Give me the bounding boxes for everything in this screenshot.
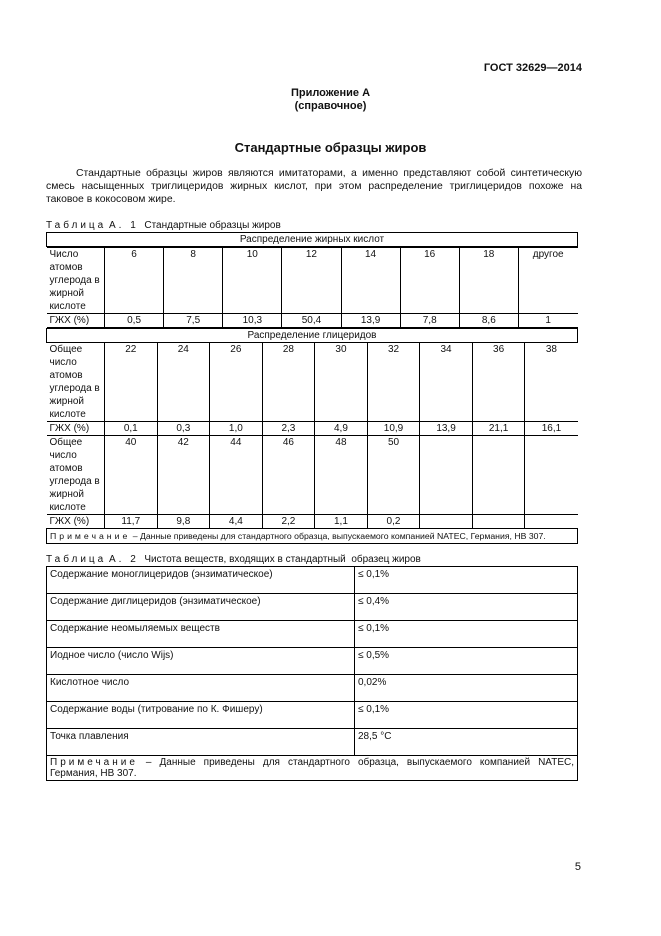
table-standard-samples	[46, 232, 578, 544]
fatty-acid-header: Распределение жирных кислот	[47, 233, 578, 247]
glyc-value-cell: 9,8	[157, 515, 210, 529]
purity-value: ≤ 0,5%	[355, 648, 578, 675]
glyc-value-cell: 2,2	[262, 515, 315, 529]
glyc-value-cell: 1,0	[210, 422, 263, 436]
table1-caption-prefix: Таблица	[46, 220, 107, 231]
table2-note	[47, 756, 578, 781]
glyc-value-cell: 0,2	[367, 515, 420, 529]
fatty-value-cell: 0,5	[105, 314, 164, 328]
purity-name: Иодное число (число Wijs)	[47, 648, 355, 675]
glyceride-block	[47, 343, 578, 529]
glyc-carbon-cell: 22	[105, 343, 158, 422]
table-purity	[46, 566, 578, 781]
glyc-value-cell: 1,1	[315, 515, 368, 529]
purity-name: Содержание воды (титрование по К. Фишеру)	[47, 702, 355, 729]
fatty-value-cell: 13,9	[341, 314, 400, 328]
purity-value: 28,5 °С	[355, 729, 578, 756]
glyc-value-cell: 13,9	[420, 422, 473, 436]
fatty-value-cell: 10,3	[223, 314, 282, 328]
fatty-value-cell: 50,4	[282, 314, 341, 328]
annex-subtitle: (справочное)	[294, 100, 367, 112]
purity-value: ≤ 0,1%	[355, 621, 578, 648]
glyc-carbon-cell: 40	[105, 436, 158, 515]
purity-row	[47, 702, 578, 729]
fatty-carbon-cell: 6	[105, 248, 164, 314]
page-number: 5	[574, 861, 581, 873]
table2-caption-text: Чистота веществ, входящих в стандартный образец жиров	[144, 554, 421, 565]
table2-note-prefix: Примечание	[50, 757, 138, 768]
fatty-carbon-cell: 14	[341, 248, 400, 314]
glyc-value-cell: 10,9	[367, 422, 420, 436]
glyc-carbon-cell: 26	[210, 343, 263, 422]
glyc-carbon-cell: 34	[420, 343, 473, 422]
glyc-value-cell	[420, 515, 473, 529]
glyc-value-cell: 2,3	[262, 422, 315, 436]
glyc-carbon-cell	[525, 436, 578, 515]
glyc-carbon-cell	[420, 436, 473, 515]
purity-row	[47, 594, 578, 621]
glyceride-header: Распределение глицеридов	[47, 329, 578, 343]
fatty-carbon-cell: 18	[459, 248, 518, 314]
purity-value: 0,02%	[355, 675, 578, 702]
purity-row	[47, 648, 578, 675]
glyc-carbon-cell: 50	[367, 436, 420, 515]
glyc-value-cell: 16,1	[525, 422, 578, 436]
fatty-value-cell: 1	[518, 314, 577, 328]
glyc-carbon-cell: 46	[262, 436, 315, 515]
glyc-value-cell: 11,7	[105, 515, 158, 529]
purity-row	[47, 621, 578, 648]
table2-note-text: – Данные приведены для стандартного образца, выпускаемого компанией NATEC, Германия, НВ 307.	[50, 757, 575, 779]
glyc-value-cell: 4,9	[315, 422, 368, 436]
purity-value: ≤ 0,1%	[355, 567, 578, 594]
purity-name: Точка плавления	[47, 729, 355, 756]
intro-paragraph	[46, 167, 582, 206]
glyc-carbon-cell: 30	[315, 343, 368, 422]
fatty-carbon-cell: 12	[282, 248, 341, 314]
glyc-carbon-cell: 44	[210, 436, 263, 515]
glyc-carbon-cell: 38	[525, 343, 578, 422]
fatty-acid-subtable	[47, 247, 578, 328]
glyceride-subtable	[47, 343, 578, 528]
purity-name: Кислотное число	[47, 675, 355, 702]
page-title: Стандартные образцы жиров	[234, 140, 427, 155]
purity-name: Содержание диглицеридов (энзиматическое)	[47, 594, 355, 621]
glyc-carbon-cell	[472, 436, 525, 515]
glyc-value-cell	[525, 515, 578, 529]
annex-title: Приложение А	[290, 87, 371, 99]
table1-note	[47, 529, 578, 544]
fatty-carbon-cell: 16	[400, 248, 459, 314]
glyc-carbon-label: Общее число атомов углерода в жирной кислоте	[47, 436, 105, 515]
fatty-carbon-label: Число атомов углерода в жирной кислоте	[47, 248, 105, 314]
fatty-carbon-cell: другое	[518, 248, 577, 314]
glyc-carbon-cell: 42	[157, 436, 210, 515]
glyc-carbon-cell: 24	[157, 343, 210, 422]
glyc-carbon-cell: 48	[315, 436, 368, 515]
table1-caption	[46, 220, 281, 231]
table2-caption-num: А. 2	[109, 554, 139, 565]
table2-caption-prefix: Таблица	[46, 554, 107, 565]
purity-row	[47, 675, 578, 702]
purity-value: ≤ 0,1%	[355, 702, 578, 729]
document-code: ГОСТ 32629—2014	[483, 62, 582, 74]
fatty-value-cell: 7,8	[400, 314, 459, 328]
table1-note-text: – Данные приведены для стандартного образца, выпускаемого компанией NATEC, Германия, НВ 307.	[132, 531, 546, 541]
annex-heading	[0, 87, 661, 113]
glyc-value-cell: 4,4	[210, 515, 263, 529]
glyc-carbon-cell: 36	[472, 343, 525, 422]
fatty-carbon-cell: 8	[164, 248, 223, 314]
purity-row	[47, 567, 578, 594]
table1-caption-text: Стандартные образцы жиров	[144, 220, 281, 231]
table1-caption-num: А. 1	[109, 220, 139, 231]
glyc-carbon-cell: 28	[262, 343, 315, 422]
purity-row	[47, 729, 578, 756]
glyc-value-cell: 0,3	[157, 422, 210, 436]
purity-value: ≤ 0,4%	[355, 594, 578, 621]
fatty-value-cell: 8,6	[459, 314, 518, 328]
table1-note-prefix: Примечание	[50, 531, 131, 541]
glyc-value-cell: 0,1	[105, 422, 158, 436]
glyc-value-cell: 21,1	[472, 422, 525, 436]
gzh-label: ГЖХ (%)	[47, 314, 105, 328]
table2-caption	[46, 554, 421, 565]
intro-text: Стандартные образцы жиров являются имитаторами, а именно представляют собой синтетическую смесь насыщенных триглицеридов жирных кислот, при этом распределение триглицеридов похоже на таковое в кокосовом жире.	[46, 168, 582, 205]
fatty-acid-block	[47, 247, 578, 329]
glyc-value-cell	[472, 515, 525, 529]
glyc-carbon-label: Общее число атомов углерода в жирной кислоте	[47, 343, 105, 422]
glyc-carbon-cell: 32	[367, 343, 420, 422]
fatty-carbon-cell: 10	[223, 248, 282, 314]
fatty-value-cell: 7,5	[164, 314, 223, 328]
gzh-label: ГЖХ (%)	[47, 422, 105, 436]
purity-name: Содержание моноглицеридов (энзиматическое)	[47, 567, 355, 594]
purity-name: Содержание неомыляемых веществ	[47, 621, 355, 648]
gzh-label: ГЖХ (%)	[47, 515, 105, 529]
